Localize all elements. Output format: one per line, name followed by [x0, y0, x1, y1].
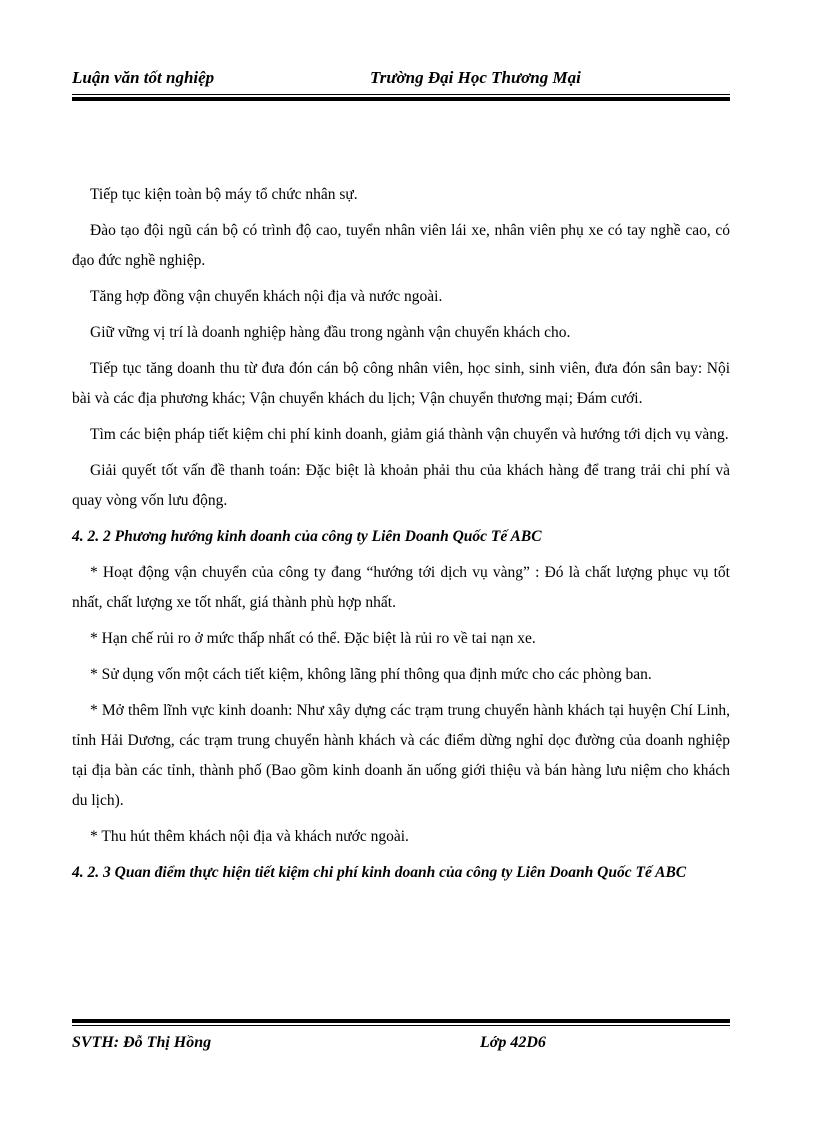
- paragraph: Tìm các biện pháp tiết kiệm chi phí kinh doanh, giảm giá thành vận chuyển và hướng tới dịch vụ vàng.: [90, 426, 729, 443]
- page-content: [72, 180, 730, 894]
- paragraph: Giữ vững vị trí là doanh nghiệp hàng đầu trong ngành vận chuyển khách cho.: [90, 324, 571, 341]
- paragraph: * Mở thêm lĩnh vực kinh doanh: Như xây dựng các trạm trung chuyển hành khách tại huyện Chí Linh, tỉnh Hải Dương, các trạm trung chuyển hành khách và các điểm dừng nghỉ dọc đường của doanh nghiệp tại địa bàn các tỉnh, thành phố (Bao gồm kinh doanh ăn uống giới thiệu và bán hàng lưu niệm cho khách du lịch).: [72, 702, 730, 809]
- header-rule: [72, 94, 730, 101]
- page-footer: [72, 1034, 730, 1058]
- paragraph: Tăng hợp đồng vận chuyển khách nội địa và nước ngoài.: [90, 288, 443, 305]
- paragraph: Tiếp tục tăng doanh thu từ đưa đón cán bộ công nhân viên, học sinh, sinh viên, đưa đón sân bay: Nội bài và các địa phương khác; Vận chuyển khách du lịch; Vận chuyển thương mại; Đám cưới.: [72, 360, 730, 407]
- paragraph: * Hạn chế rủi ro ở mức thấp nhất có thể. Đặc biệt là rủi ro về tai nạn xe.: [90, 630, 536, 647]
- paragraph: Tiếp tục kiện toàn bộ máy tổ chức nhân sự.: [90, 186, 358, 203]
- section-heading: 4. 2. 2 Phương hướng kinh doanh của công ty Liên Doanh Quốc Tế ABC: [72, 528, 542, 545]
- paragraph: * Hoạt động vận chuyển của công ty đang “hướng tới dịch vụ vàng” : Đó là chất lượng phục vụ tốt nhất, chất lượng xe tốt nhất, giá thành phù hợp nhất.: [72, 564, 730, 611]
- header-right-text: Trường Đại Học Thương Mại: [370, 68, 581, 87]
- section-heading: 4. 2. 3 Quan điểm thực hiện tiết kiệm chi phí kinh doanh của công ty Liên Doanh Quốc Tế ABC: [72, 864, 687, 881]
- header-left-text: Luận văn tốt nghiệp: [72, 68, 215, 87]
- paragraph: Đào tạo đội ngũ cán bộ có trình độ cao, tuyển nhân viên lái xe, nhân viên phụ xe có tay nghề cao, có đạo đức nghề nghiệp.: [72, 222, 730, 269]
- footer-left-text: SVTH: Đỗ Thị Hồng: [72, 1034, 212, 1051]
- page-header: [72, 68, 730, 92]
- footer-right-text: Lớp 42D6: [480, 1034, 546, 1051]
- paragraph: * Sử dụng vốn một cách tiết kiệm, không lãng phí thông qua định mức cho các phòng ban.: [90, 666, 652, 683]
- paragraph: Giải quyết tốt vấn đề thanh toán: Đặc biệt là khoản phải thu của khách hàng để trang trải chi phí và quay vòng vốn lưu động.: [72, 462, 730, 509]
- paragraph: * Thu hút thêm khách nội địa và khách nước ngoài.: [90, 828, 409, 845]
- footer-rule: [72, 1019, 730, 1026]
